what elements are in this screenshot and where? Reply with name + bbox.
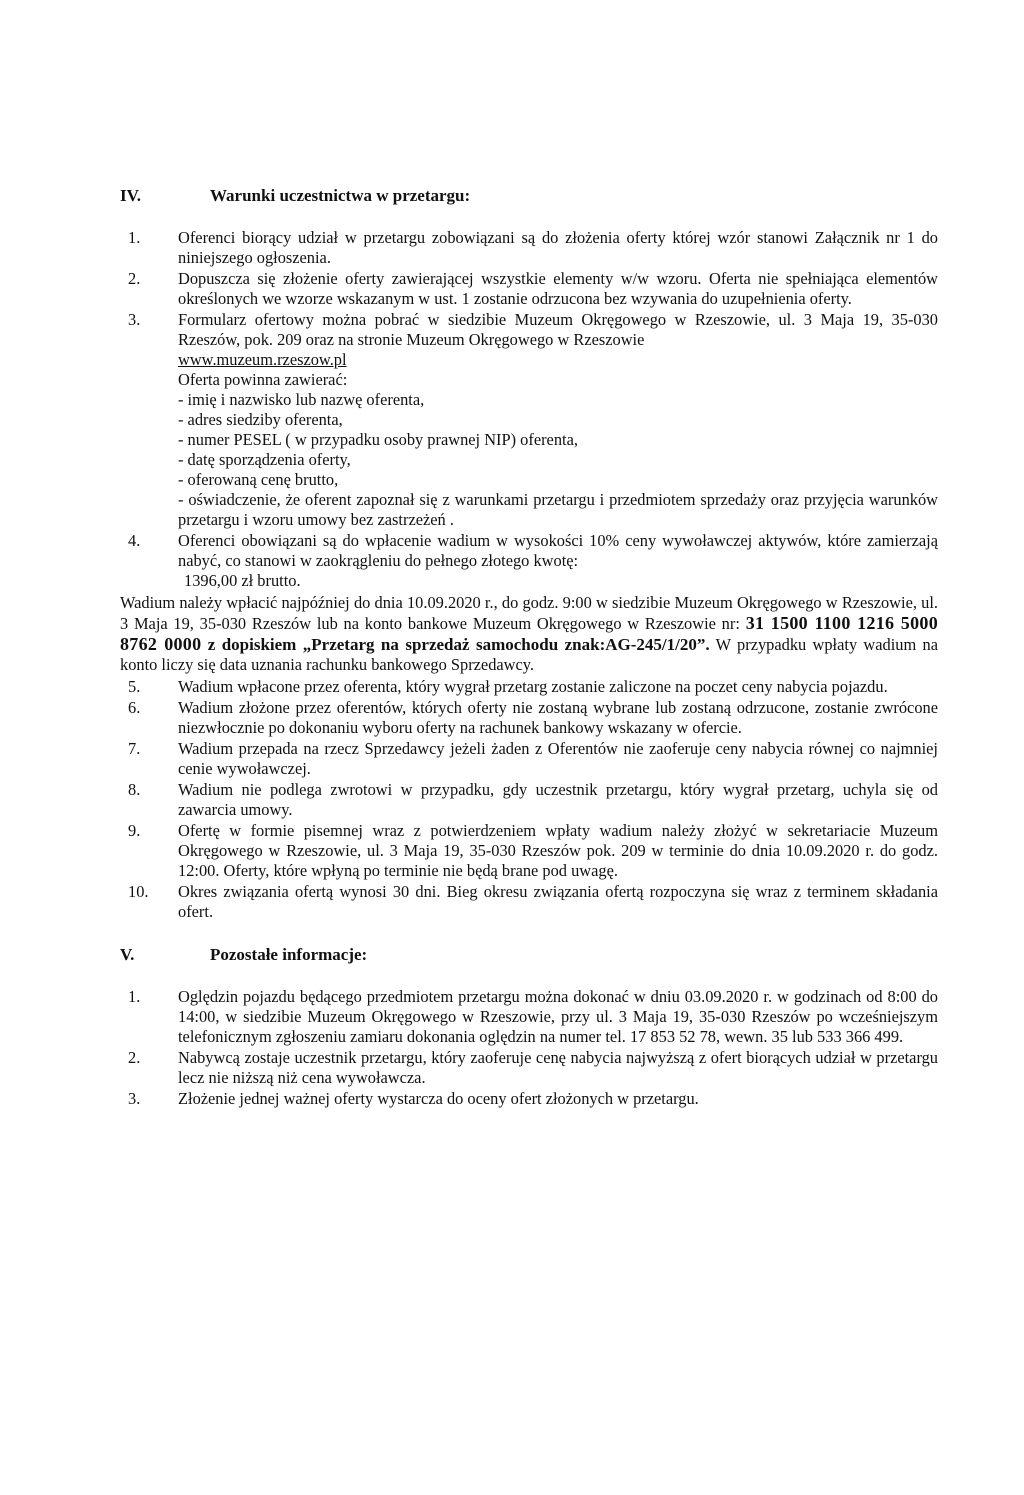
spacer — [120, 923, 938, 945]
offer-requirement: - numer PESEL ( w przypadku osoby prawnej NIP) oferenta, — [178, 430, 578, 449]
item-text: Ofertę w formie pisemnej wraz z potwierdzeniem wpłaty wadium należy złożyć w sekretariacie Muzeum Okręgowego w Rzeszowie, ul. 3 Maja 19, 35-030 Rzeszów pok. 209 w terminie do dnia 10.09.2020 r. do godz. 12:00. Oferty, które wpłyną po terminie nie będą brane pod uwagę. — [178, 821, 938, 880]
list-item — [120, 882, 938, 922]
item-3-content — [178, 310, 938, 530]
list-item-3 — [120, 310, 938, 530]
item-number: 10. — [128, 882, 149, 901]
spacer — [120, 965, 938, 987]
item-text: Dopuszcza się złożenie oferty zawierającej wszystkie elementy w/w wzoru. Oferta nie spełniająca elementów określonych we wzorze wskazanym w ust. 1 zostanie odrzucona bez wzywania do uzupełnienia oferty. — [178, 269, 938, 308]
list-item — [120, 987, 938, 1047]
list-item — [120, 228, 938, 268]
item-number: 5. — [128, 677, 141, 696]
wadium-text-2: W przypadku wpłaty wadium na konto liczy się data uznania rachunku bankowego Sprzedawcy. — [120, 635, 938, 674]
list-item — [120, 1048, 938, 1088]
wadium-text: Wadium należy wpłacić najpóźniej do dnia 10.09.2020 r., do godz. 9:00 w siedzibie Muzeum Okręgowego w Rzeszowie, ul. 3 Maja 19, 35-030 Rzeszów lub na konto bankowe Muzeum Okręgowego w Rzeszowie nr: — [120, 593, 938, 633]
item-number: 4. — [128, 531, 141, 550]
offer-requirement: - imię i nazwisko lub nazwę oferenta, — [178, 390, 425, 409]
section-4-heading — [120, 186, 938, 206]
item-number: 1. — [128, 228, 141, 247]
list-item — [120, 1089, 938, 1109]
item-number: 8. — [128, 780, 141, 799]
document-body — [120, 186, 938, 1110]
list-item-4 — [120, 531, 938, 591]
list-item — [120, 677, 938, 697]
spacer — [120, 206, 938, 228]
item-text: Wadium wpłacone przez oferenta, który wygrał przetarg zostanie zaliczone na poczet ceny nabycia pojazdu. — [178, 677, 888, 696]
item-text: Wadium złożone przez oferentów, których oferty nie zostaną wybrane lub zostaną odrzucone, zostanie zwrócone niezwłocznie po dokonaniu wyboru oferty na rachunek bankowy wskazany w ofercie. — [178, 698, 938, 737]
item-text: Oględzin pojazdu będącego przedmiotem przetargu można dokonać w dniu 03.09.2020 r. w godzinach od 8:00 do 14:00, w siedzibie Muzeum Okręgowego w Rzeszowie, przy ul. 3 Maja 19, 35-030 Rzeszów po wcześniejszym telefonicznym zgłoszeniu zamiaru dokonania oględzin na numer tel. 17 853 52 78, wewn. 35 lub 533 366 499. — [178, 987, 938, 1046]
item-number: 3. — [128, 1089, 141, 1108]
offer-requirement: - oświadczenie, że oferent zapoznał się z warunkami przetargu i przedmiotem sprzedaży oraz przyjęcia warunków przetargu i wzoru umowy bez zastrzeżeń . — [178, 490, 938, 529]
item-text: Formularz ofertowy można pobrać w siedzibie Muzeum Okręgowego w Rzeszowie, ul. 3 Maja 19, 35-030 Rzeszów, pok. 209 oraz na stronie Muzeum Okręgowego w Rzeszowie — [178, 310, 938, 349]
item-text: Złożenie jednej ważnej oferty wystarcza do oceny ofert złożonych w przetargu. — [178, 1089, 699, 1108]
wadium-amount: 1396,00 zł brutto. — [184, 571, 301, 590]
offer-contents-intro: Oferta powinna zawierać: — [178, 370, 348, 389]
section-5-title: Pozostałe informacje: — [210, 945, 368, 964]
section-5-number: V. — [120, 945, 135, 964]
item-text: Oferenci biorący udział w przetargu zobowiązani są do złożenia oferty której wzór stanowi Załącznik nr 1 do niniejszego ogłoszenia. — [178, 228, 938, 267]
offer-requirement: - datę sporządzenia oferty, — [178, 450, 351, 469]
item-number: 2. — [128, 1048, 141, 1067]
section-4-number: IV. — [120, 186, 141, 205]
item-text: Wadium nie podlega zwrotowi w przypadku, gdy uczestnik przetargu, który wygrał przetarg, uchyla się od zawarcia umowy. — [178, 780, 938, 819]
item-text: Wadium przepada na rzecz Sprzedawcy jeżeli żaden z Oferentów nie zaoferuje ceny nabycia równej co najmniej cenie wywoławczej. — [178, 739, 938, 778]
list-item — [120, 739, 938, 779]
section-5-heading — [120, 945, 938, 965]
list-item — [120, 821, 938, 881]
item-number: 3. — [128, 310, 141, 329]
item-text: Okres związania ofertą wynosi 30 dni. Bieg okresu związania ofertą rozpoczyna się wraz z terminem składania ofert. — [178, 882, 938, 921]
list-item — [120, 780, 938, 820]
item-number: 1. — [128, 987, 141, 1006]
offer-requirement: - adres siedziby oferenta, — [178, 410, 343, 429]
item-text: Nabywcą zostaje uczestnik przetargu, który zaoferuje cenę nabycia najwyższą z ofert biorących udział w przetargu lecz nie niższą niż cena wywoławcza. — [178, 1048, 938, 1087]
list-item — [120, 269, 938, 309]
bank-account-number: 31 1500 1100 1216 5000 8762 0000 — [120, 613, 938, 654]
item-number: 7. — [128, 739, 141, 758]
list-item — [120, 698, 938, 738]
item-number: 2. — [128, 269, 141, 288]
item-4-content — [178, 531, 938, 591]
offer-requirement: - oferowaną cenę brutto, — [178, 470, 339, 489]
wadium-paragraph — [120, 593, 938, 675]
museum-website-link[interactable]: www.muzeum.rzeszow.pl — [178, 350, 347, 369]
section-4-title: Warunki uczestnictwa w przetargu: — [210, 186, 471, 205]
item-number: 6. — [128, 698, 141, 717]
item-number: 9. — [128, 821, 141, 840]
transfer-note: z dopiskiem „Przetarg na sprzedaż samochodu znak:AG-245/1/20”. — [207, 635, 710, 654]
item-text: Oferenci obowiązani są do wpłacenie wadium w wysokości 10% ceny wywoławczej aktywów, które zamierzają nabyć, co stanowi w zaokrągleniu do pełnego złotego kwotę: — [178, 531, 938, 570]
